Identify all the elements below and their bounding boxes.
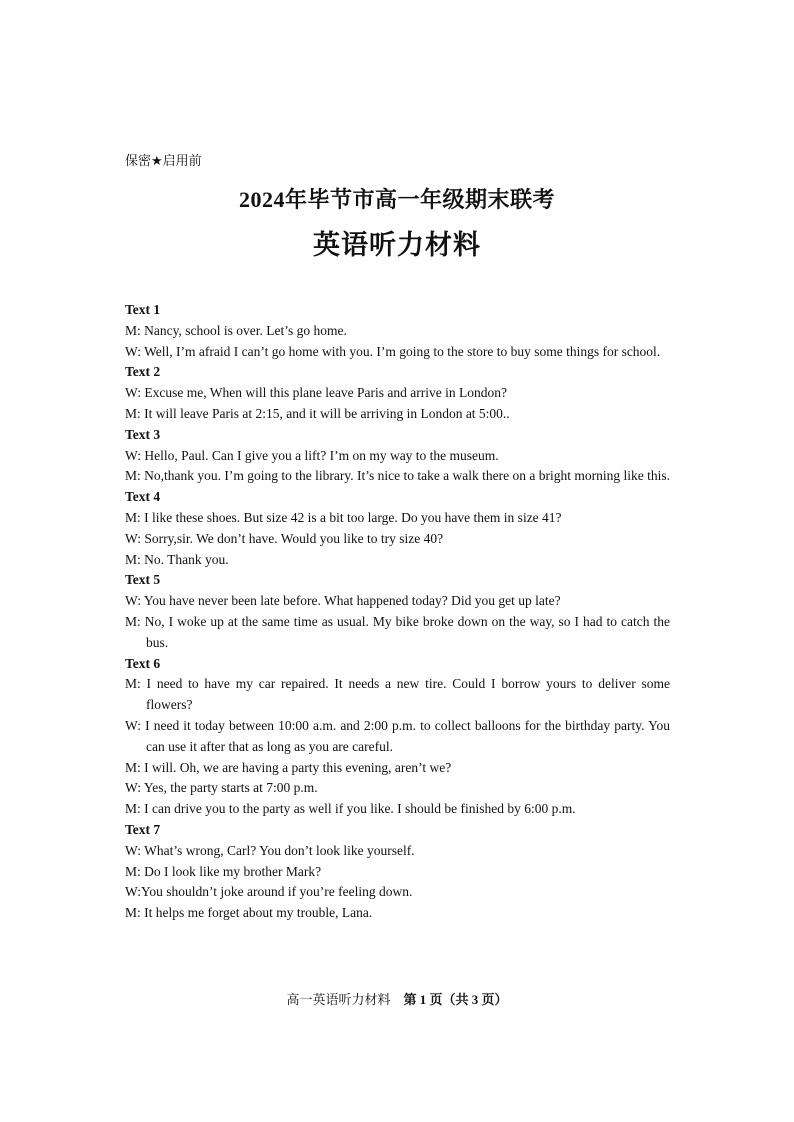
section-heading: Text 2 (125, 364, 161, 380)
text-section-2 (125, 362, 670, 424)
exam-title: 2024年毕节市高一年级期末联考 (238, 187, 555, 212)
section-heading: Text 1 (125, 302, 161, 317)
dialogue-line: M: I will. Oh, we are having a party this evening, aren’t we? (125, 759, 452, 775)
dialogue-line: M: No. Thank you. (125, 551, 229, 567)
transcript-body (125, 300, 670, 924)
section-heading: Text 7 (125, 821, 161, 837)
page-footer (0, 989, 794, 1008)
dialogue-line: M: I need to have my car repaired. It needs a new tire. Could I borrow yours to deliver some flowers? (125, 676, 670, 713)
text-section-1 (125, 300, 670, 362)
dialogue-line: W: Yes, the party starts at 7:00 p.m. (125, 780, 318, 796)
footer-title: 高一英语听力材料 (286, 992, 391, 1007)
text-section-3 (125, 425, 670, 487)
section-heading: Text 4 (125, 489, 161, 505)
dialogue-line: M: I can drive you to the party as well if you like. I should be finished by 6:00 p.m. (125, 801, 576, 817)
dialogue-line: W: Sorry,sir. We don’t have. Would you like to try size 40? (125, 530, 444, 546)
confidential-label: 保密★启用前 (125, 154, 202, 169)
dialogue-line: M: No,thank you. I’m going to the library. It’s nice to take a walk there on a bright morning like this. (125, 468, 671, 484)
section-heading: Text 5 (125, 572, 161, 588)
dialogue-line: W: I need it today between 10:00 a.m. and 2:00 p.m. to collect balloons for the birthday party. You can use it after that as long as you are careful. (125, 717, 670, 754)
text-section-5 (125, 570, 670, 653)
dialogue-line: M: I like these shoes. But size 42 is a bit too large. Do you have them in size 41? (125, 509, 562, 525)
section-heading: Text 3 (125, 426, 161, 442)
page-number: 第 1 页（共 3 页） (403, 992, 508, 1007)
dialogue-line: W: You have never been late before. What happened today? Did you get up late? (125, 593, 561, 609)
dialogue-line: W:You shouldn’t joke around if you’re feeling down. (125, 884, 413, 900)
text-section-7 (125, 820, 670, 924)
dialogue-line: W: Well, I’m afraid I can’t go home with you. I’m going to the store to buy some things for school. (125, 343, 661, 359)
text-section-4 (125, 487, 670, 570)
dialogue-line: M: No, I woke up at the same time as usual. My bike broke down on the way, so I had to catch the bus. (125, 613, 670, 650)
dialogue-line: W: Hello, Paul. Can I give you a lift? I’m on my way to the museum. (125, 447, 499, 463)
dialogue-line: W: What’s wrong, Carl? You don’t look like yourself. (125, 842, 415, 858)
dialogue-line: M: It will leave Paris at 2:15, and it will be arriving in London at 5:00.. (125, 405, 510, 421)
text-section-6 (125, 654, 670, 820)
dialogue-line: M: Nancy, school is over. Let’s go home. (125, 322, 347, 338)
dialogue-line: M: Do I look like my brother Mark? (125, 863, 322, 879)
dialogue-line: W: Excuse me, When will this plane leave Paris and arrive in London? (125, 385, 508, 401)
dialogue-line: M: It helps me forget about my trouble, Lana. (125, 905, 373, 921)
section-heading: Text 6 (125, 655, 161, 671)
document-subtitle: 英语听力材料 (313, 230, 481, 260)
